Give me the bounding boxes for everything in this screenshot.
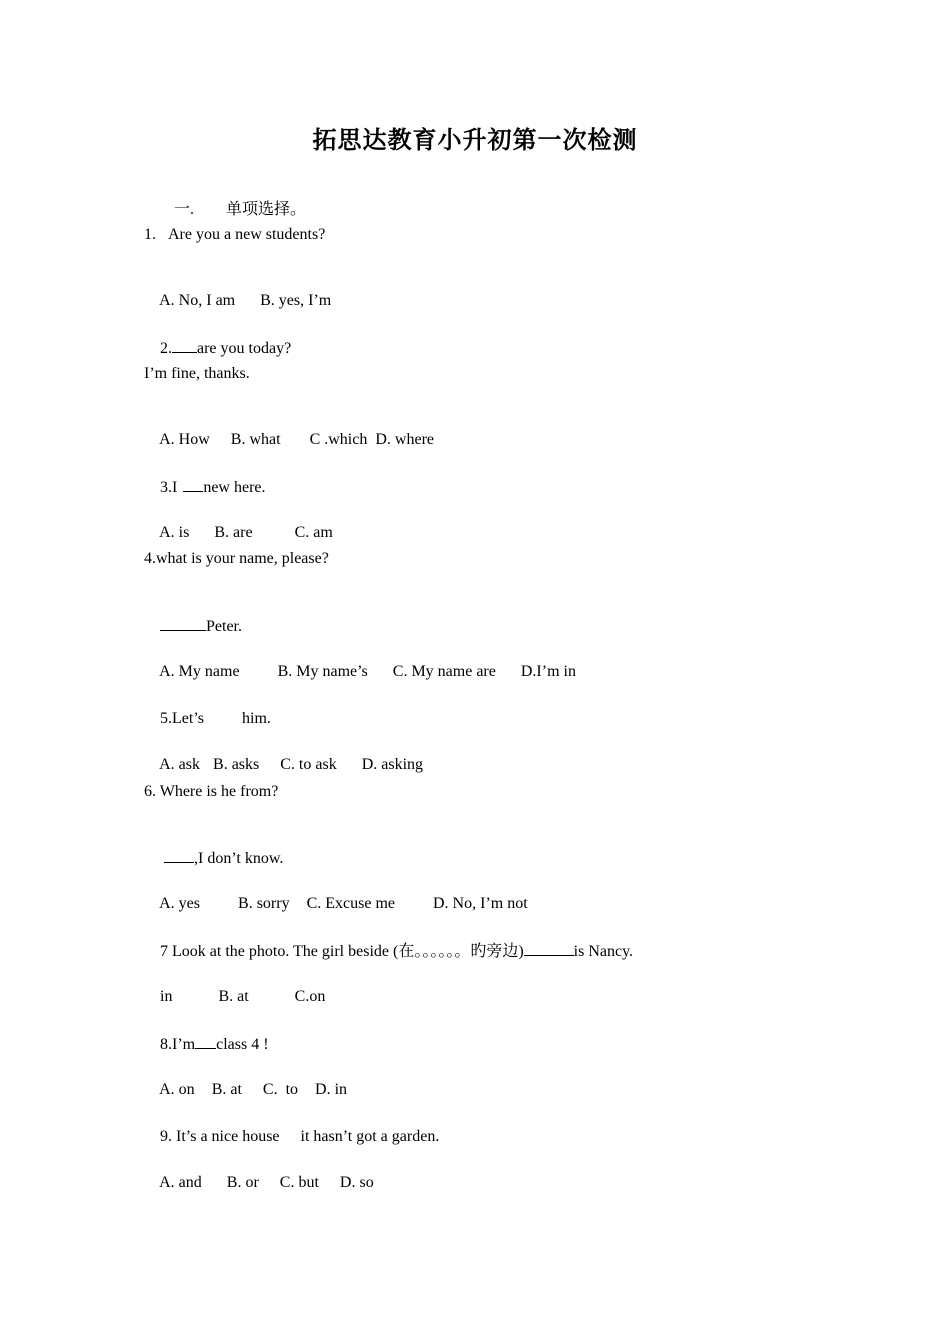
answer-blank [160,616,206,631]
option: in [160,988,173,1005]
answer-blank [524,941,574,956]
option: D.I’m in [520,663,576,680]
section-label: 单项选择。 [226,201,307,218]
option: B. yes, I’m [260,292,332,309]
question-tail: is Nancy. [573,943,634,960]
question-number: 3.I [160,479,178,496]
option: C .which [309,431,368,448]
option: C.on [294,988,326,1005]
option: C. My name are [392,663,496,680]
question-text: new here. [203,479,266,496]
option: A. and [159,1174,202,1191]
option: A. on [159,1081,195,1098]
option: D. in [315,1081,348,1098]
question-6: 6. Where is he from? [144,783,279,800]
option: B. at [211,1081,242,1098]
question-text: 7 Look at the photo. The girl beside (在。。。。。。旳旁边) [160,943,524,960]
question-2-reply: I’m fine, thanks. [144,365,250,382]
option: B. what [230,431,281,448]
question-tail: it hasn’t got a garden. [300,1128,440,1145]
question-text: him. [242,710,271,727]
option: A. How [159,431,210,448]
question-4: 4.what is your name, please? [144,550,329,567]
option: C. Excuse me [306,895,395,912]
option: D. so [339,1174,374,1191]
option: B. My name’s [277,663,368,680]
option: D. No, I’m not [433,895,528,912]
answer-blank [183,477,203,492]
answer-blank [195,1034,216,1049]
option: B. asks [213,756,260,773]
option: D. asking [361,756,424,773]
reply-text: ,I don’t know. [194,850,284,867]
option: C. to [262,1081,299,1098]
reply-text: Peter. [206,618,242,635]
question-text: class 4 ! [216,1036,269,1053]
option: C. to ask [280,756,337,773]
option: A. yes [159,895,201,912]
option: C. am [294,524,333,541]
page-title: 拓思达教育小升初第一次检测 [312,125,638,154]
answer-blank [164,848,194,863]
question-number: 5.Let’s [160,710,204,727]
option: B. at [218,988,249,1005]
question-number: 8.I’m [160,1036,196,1053]
answer-blank [172,338,197,353]
question-text: 9. It’s a nice house [160,1128,280,1145]
option: B. are [214,524,253,541]
section-number: 一. [174,201,195,218]
question-text: are you today? [197,340,292,357]
option: A. My name [159,663,240,680]
option: D. where [375,431,434,448]
question-9-options [144,1153,374,1213]
option: A. is [159,524,190,541]
option: B. or [226,1174,259,1191]
question-number: 2. [160,340,172,357]
option: A. ask [159,756,201,773]
option: B. sorry [238,895,290,912]
option: A. No, I am [159,292,236,309]
question-1: 1. Are you a new students? [144,226,326,243]
option: C. but [279,1174,319,1191]
